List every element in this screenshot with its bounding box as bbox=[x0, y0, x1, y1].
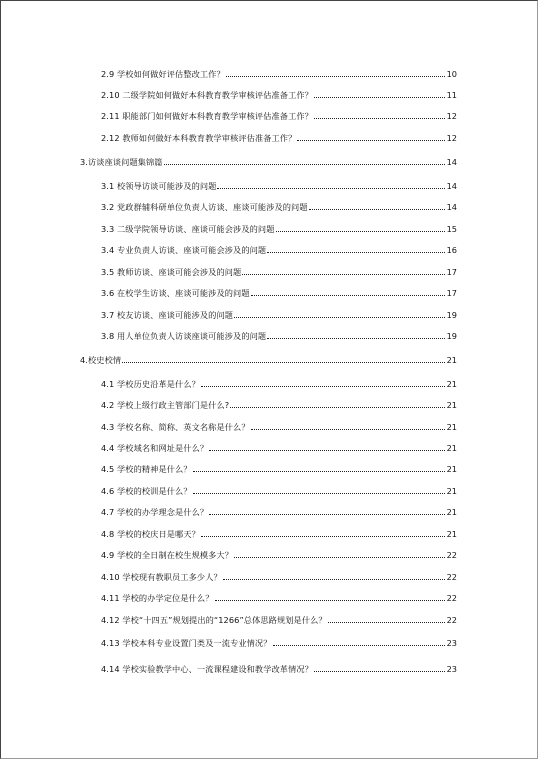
toc-entry-page: 21 bbox=[446, 400, 457, 410]
toc-entry-page: 15 bbox=[446, 224, 457, 234]
toc-dot-leader bbox=[201, 386, 445, 387]
toc-entry-title: 4.14 学校实验教学中心、一流课程建设和教学改革情况？ bbox=[101, 664, 313, 674]
toc-dot-leader bbox=[273, 645, 445, 646]
toc-dot-leader bbox=[223, 579, 445, 580]
toc-dot-leader bbox=[217, 188, 444, 189]
toc-entry-page: 21 bbox=[446, 422, 457, 432]
toc-entry-page: 11 bbox=[446, 90, 457, 100]
toc-entry[interactable] bbox=[101, 377, 457, 389]
toc-entry-title: 2.11 职能部门如何做好本科教育教学审核评估准备工作？ bbox=[101, 111, 313, 121]
toc-entry[interactable] bbox=[101, 329, 457, 341]
toc-entry-title: 4.6 学校的校训是什么？ bbox=[101, 486, 192, 496]
toc-entry-title: 4.12 学校“十四五”规划提出的“1266”总体思路规划是什么？ bbox=[101, 615, 327, 625]
toc-dot-leader bbox=[251, 429, 445, 430]
toc-entry-page: 21 bbox=[446, 379, 457, 389]
toc-entry-title: 3.访谈座谈问题集锦篇 bbox=[80, 157, 163, 167]
toc-dot-leader bbox=[201, 536, 445, 537]
toc-entry[interactable] bbox=[101, 131, 457, 143]
toc-entry[interactable] bbox=[101, 527, 457, 539]
toc-entry-title: 3.4 专业负责人访谈、座谈可能会涉及的问题 bbox=[101, 245, 267, 255]
toc-entry-page: 17 bbox=[446, 288, 457, 298]
toc-entry-title: 2.12 教师如何做好本科教育教学审核评估准备工作？ bbox=[101, 133, 297, 143]
toc-dot-leader bbox=[314, 671, 445, 672]
toc-dot-leader bbox=[276, 231, 445, 232]
toc-dot-leader bbox=[193, 471, 445, 472]
toc-entry[interactable] bbox=[101, 462, 457, 474]
toc-dot-leader bbox=[215, 600, 445, 601]
toc-entry[interactable] bbox=[101, 484, 457, 496]
toc-dot-leader bbox=[234, 557, 445, 558]
toc-entry-title: 3.1 校领导访谈可能涉及的问题 bbox=[101, 181, 217, 191]
toc-dot-leader bbox=[164, 164, 445, 165]
toc-entry-page: 19 bbox=[446, 331, 457, 341]
toc-entry-title: 4.7 学校的办学理念是什么？ bbox=[101, 507, 209, 517]
toc-entry-title: 4.3 学校名称、简称、英文名称是什么？ bbox=[101, 422, 250, 432]
toc-entry-page: 12 bbox=[446, 111, 457, 121]
toc-dot-leader bbox=[193, 493, 445, 494]
toc-entry-page: 21 bbox=[446, 464, 457, 474]
toc-dot-leader bbox=[226, 76, 445, 77]
toc-entry-page: 16 bbox=[446, 245, 457, 255]
toc-dot-leader bbox=[234, 317, 445, 318]
toc-entry-title: 3.2 党政群辅科研单位负责人访谈、座谈可能涉及的问题 bbox=[101, 202, 308, 212]
toc-entry-page: 21 bbox=[446, 443, 457, 453]
toc-entry-page: 14 bbox=[446, 202, 457, 212]
toc-entry-page: 21 bbox=[446, 507, 457, 517]
toc-dot-leader bbox=[314, 97, 445, 98]
toc-entry-title: 4.1 学校历史沿革是什么？ bbox=[101, 379, 200, 389]
toc-entry[interactable] bbox=[101, 286, 457, 298]
toc-entry[interactable] bbox=[101, 505, 457, 517]
toc-entry-page: 21 bbox=[446, 355, 457, 365]
toc-entry[interactable] bbox=[101, 109, 457, 121]
toc-entry-page: 10 bbox=[446, 69, 457, 79]
toc-dot-leader bbox=[251, 295, 445, 296]
toc-entry-title: 3.7 校友访谈、座谈可能涉及的问题 bbox=[101, 310, 234, 320]
toc-dot-leader bbox=[267, 338, 444, 339]
toc-entry-page: 21 bbox=[446, 529, 457, 539]
toc-dot-leader bbox=[122, 362, 444, 363]
toc-entry-page: 17 bbox=[446, 267, 457, 277]
toc-entry[interactable] bbox=[101, 243, 457, 255]
toc-entry-title: 4.8 学校的校庆日是哪天？ bbox=[101, 529, 200, 539]
toc-entry-page: 22 bbox=[446, 572, 457, 582]
toc-entry-page: 22 bbox=[446, 593, 457, 603]
toc-entry-title: 3.3 二级学院领导访谈、座谈可能会涉及的问题 bbox=[101, 224, 275, 234]
toc-entry-page: 19 bbox=[446, 310, 457, 320]
toc-entry-page: 23 bbox=[446, 638, 457, 648]
toc-dot-leader bbox=[328, 622, 445, 623]
toc-entry-page: 12 bbox=[446, 133, 457, 143]
toc-entry-page: 22 bbox=[446, 550, 457, 560]
toc-entry[interactable] bbox=[101, 613, 457, 625]
toc-entry-title: 4.5 学校的精神是什么？ bbox=[101, 464, 192, 474]
toc-entry-title: 4.9 学校的全日制在校生规模多大？ bbox=[101, 550, 234, 560]
toc-entry[interactable] bbox=[101, 570, 457, 582]
toc-entry-page: 14 bbox=[446, 181, 457, 191]
toc-dot-leader bbox=[230, 407, 444, 408]
toc-chapter-entry[interactable] bbox=[80, 353, 457, 365]
toc-dot-leader bbox=[314, 118, 445, 119]
toc-entry[interactable] bbox=[101, 636, 457, 648]
toc-entry[interactable] bbox=[101, 308, 457, 320]
toc-entry-title: 3.6 在校学生访谈、座谈可能涉及的问题 bbox=[101, 288, 250, 298]
toc-dot-leader bbox=[209, 450, 444, 451]
toc-entry[interactable] bbox=[101, 591, 457, 603]
toc-entry-page: 21 bbox=[446, 486, 457, 496]
toc-dot-leader bbox=[242, 274, 444, 275]
toc-entry-title: 4.13 学校本科专业设置门类及一流专业情况？ bbox=[101, 638, 272, 648]
toc-entry-page: 14 bbox=[446, 157, 457, 167]
toc-entry-title: 2.9 学校如何做好评估整改工作？ bbox=[101, 69, 225, 79]
toc-entry[interactable] bbox=[101, 88, 457, 100]
toc-chapter-entry[interactable] bbox=[80, 155, 457, 167]
toc-dot-leader bbox=[297, 140, 444, 141]
toc-entry-page: 22 bbox=[446, 615, 457, 625]
toc-entry[interactable] bbox=[101, 398, 457, 410]
toc-entry[interactable] bbox=[101, 662, 457, 674]
toc-entry-title: 4.校史校情 bbox=[80, 355, 122, 365]
toc-entry-title: 4.10 学校现有教职员工多少人？ bbox=[101, 572, 222, 582]
toc-entry[interactable] bbox=[101, 265, 457, 277]
toc-dot-leader bbox=[209, 514, 444, 515]
toc-entry-title: 2.10 二级学院如何做好本科教育教学审核评估准备工作？ bbox=[101, 90, 313, 100]
toc-entry-title: 3.8 用人单位负责人访谈座谈可能涉及的问题 bbox=[101, 331, 267, 341]
toc-entry[interactable] bbox=[101, 441, 457, 453]
toc-entry-title: 4.11 学校的办学定位是什么？ bbox=[101, 593, 214, 603]
toc-entry-title: 4.4 学校域名和网址是什么？ bbox=[101, 443, 209, 453]
toc-entry[interactable] bbox=[101, 67, 457, 79]
toc-entry[interactable] bbox=[101, 548, 457, 560]
toc-entry[interactable] bbox=[101, 420, 457, 432]
toc-entry-title: 4.2 学校上级行政主管部门是什么? bbox=[101, 400, 230, 410]
toc-entry[interactable] bbox=[101, 179, 457, 191]
toc-entry[interactable] bbox=[101, 200, 457, 212]
toc-entry-page: 23 bbox=[446, 664, 457, 674]
toc-entry-title: 3.5 教师访谈、座谈可能会涉及的问题 bbox=[101, 267, 242, 277]
toc-entry[interactable] bbox=[101, 222, 457, 234]
toc-dot-leader bbox=[267, 252, 444, 253]
toc-dot-leader bbox=[309, 209, 445, 210]
